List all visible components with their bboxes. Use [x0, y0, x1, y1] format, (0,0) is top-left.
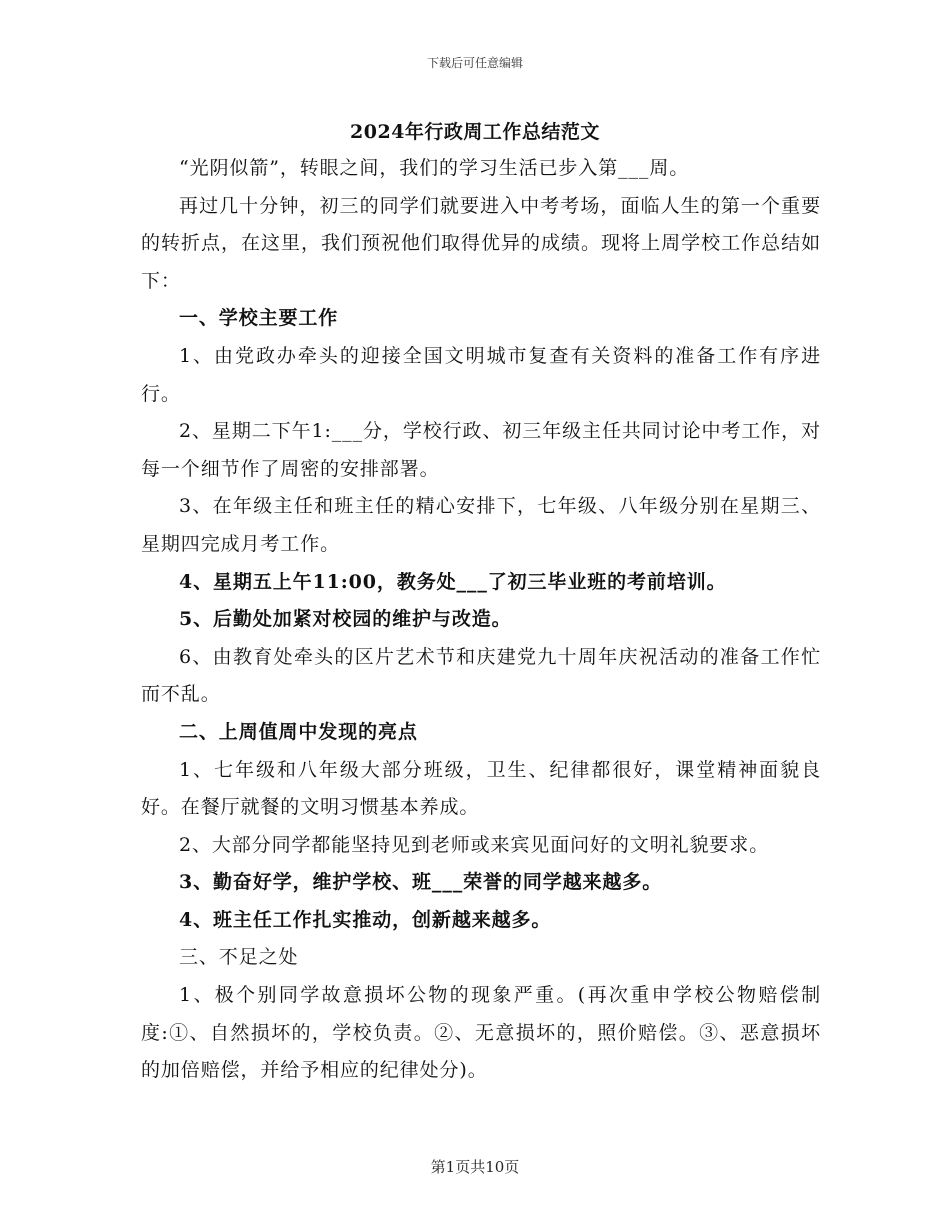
list-item: 1、极个别同学故意损坏公物的现象严重。(再次重申学校公物赔偿制度:①、自然损坏的，学校负责。②、无意损坏的，照价赔偿。③、恶意损坏的加倍赔偿，并给予相应的纪律处分)。 [141, 984, 821, 1082]
list-item: 2、星期二下午1:___分，学校行政、初三年级主任共同讨论中考工作，对每一个细节作了周密的安排部署。 [141, 420, 821, 480]
list-item: 2、大部分同学都能坚持见到老师或来宾见面问好的文明礼貌要求。 [179, 833, 770, 856]
section-heading: 三、不足之处 [179, 946, 299, 969]
document-title: 2024年行政周工作总结范文 [350, 121, 600, 143]
list-item: 4、班主任工作扎实推动，创新越来越多。 [179, 908, 552, 931]
document-body [141, 150, 821, 1090]
list-item: 1、七年级和八年级大部分班级，卫生、纪律都很好，课堂精神面貌良好。在餐厅就餐的文明习惯基本养成。 [141, 758, 821, 819]
page-footer-number: 第1页共10页 [430, 1158, 520, 1176]
section-heading: 一、学校主要工作 [179, 307, 339, 330]
list-item: 3、勤奋好学，维护学校、班___荣誉的同学越来越多。 [179, 871, 663, 894]
paragraph: “光阴似箭”，转眼之间，我们的学习生活已步入第___周。 [179, 157, 690, 179]
list-item: 4、星期五上午11:00，教务处___了初三毕业班的考前培训。 [179, 570, 727, 593]
list-item: 1、由党政办牵头的迎接全国文明城市复查有关资料的准备工作有序进行。 [141, 344, 821, 405]
page-header-note: 下载后可任意编辑 [426, 56, 523, 70]
list-item: 6、由教育处牵头的区片艺术节和庆建党九十周年庆祝活动的准备工作忙而不乱。 [141, 645, 821, 706]
list-item: 3、在年级主任和班主任的精心安排下，七年级、八年级分别在星期三、星期四完成月考工作。 [141, 495, 821, 555]
paragraph: 再过几十分钟，初三的同学们就要进入中考考场，面临人生的第一个重要的转折点，在这里，我们预祝他们取得优异的成绩。现将上周学校工作总结如下： [141, 194, 821, 292]
list-item: 5、后勤处加紧对校园的维护与改造。 [179, 608, 512, 631]
section-heading: 二、上周值周中发现的亮点 [179, 720, 418, 743]
